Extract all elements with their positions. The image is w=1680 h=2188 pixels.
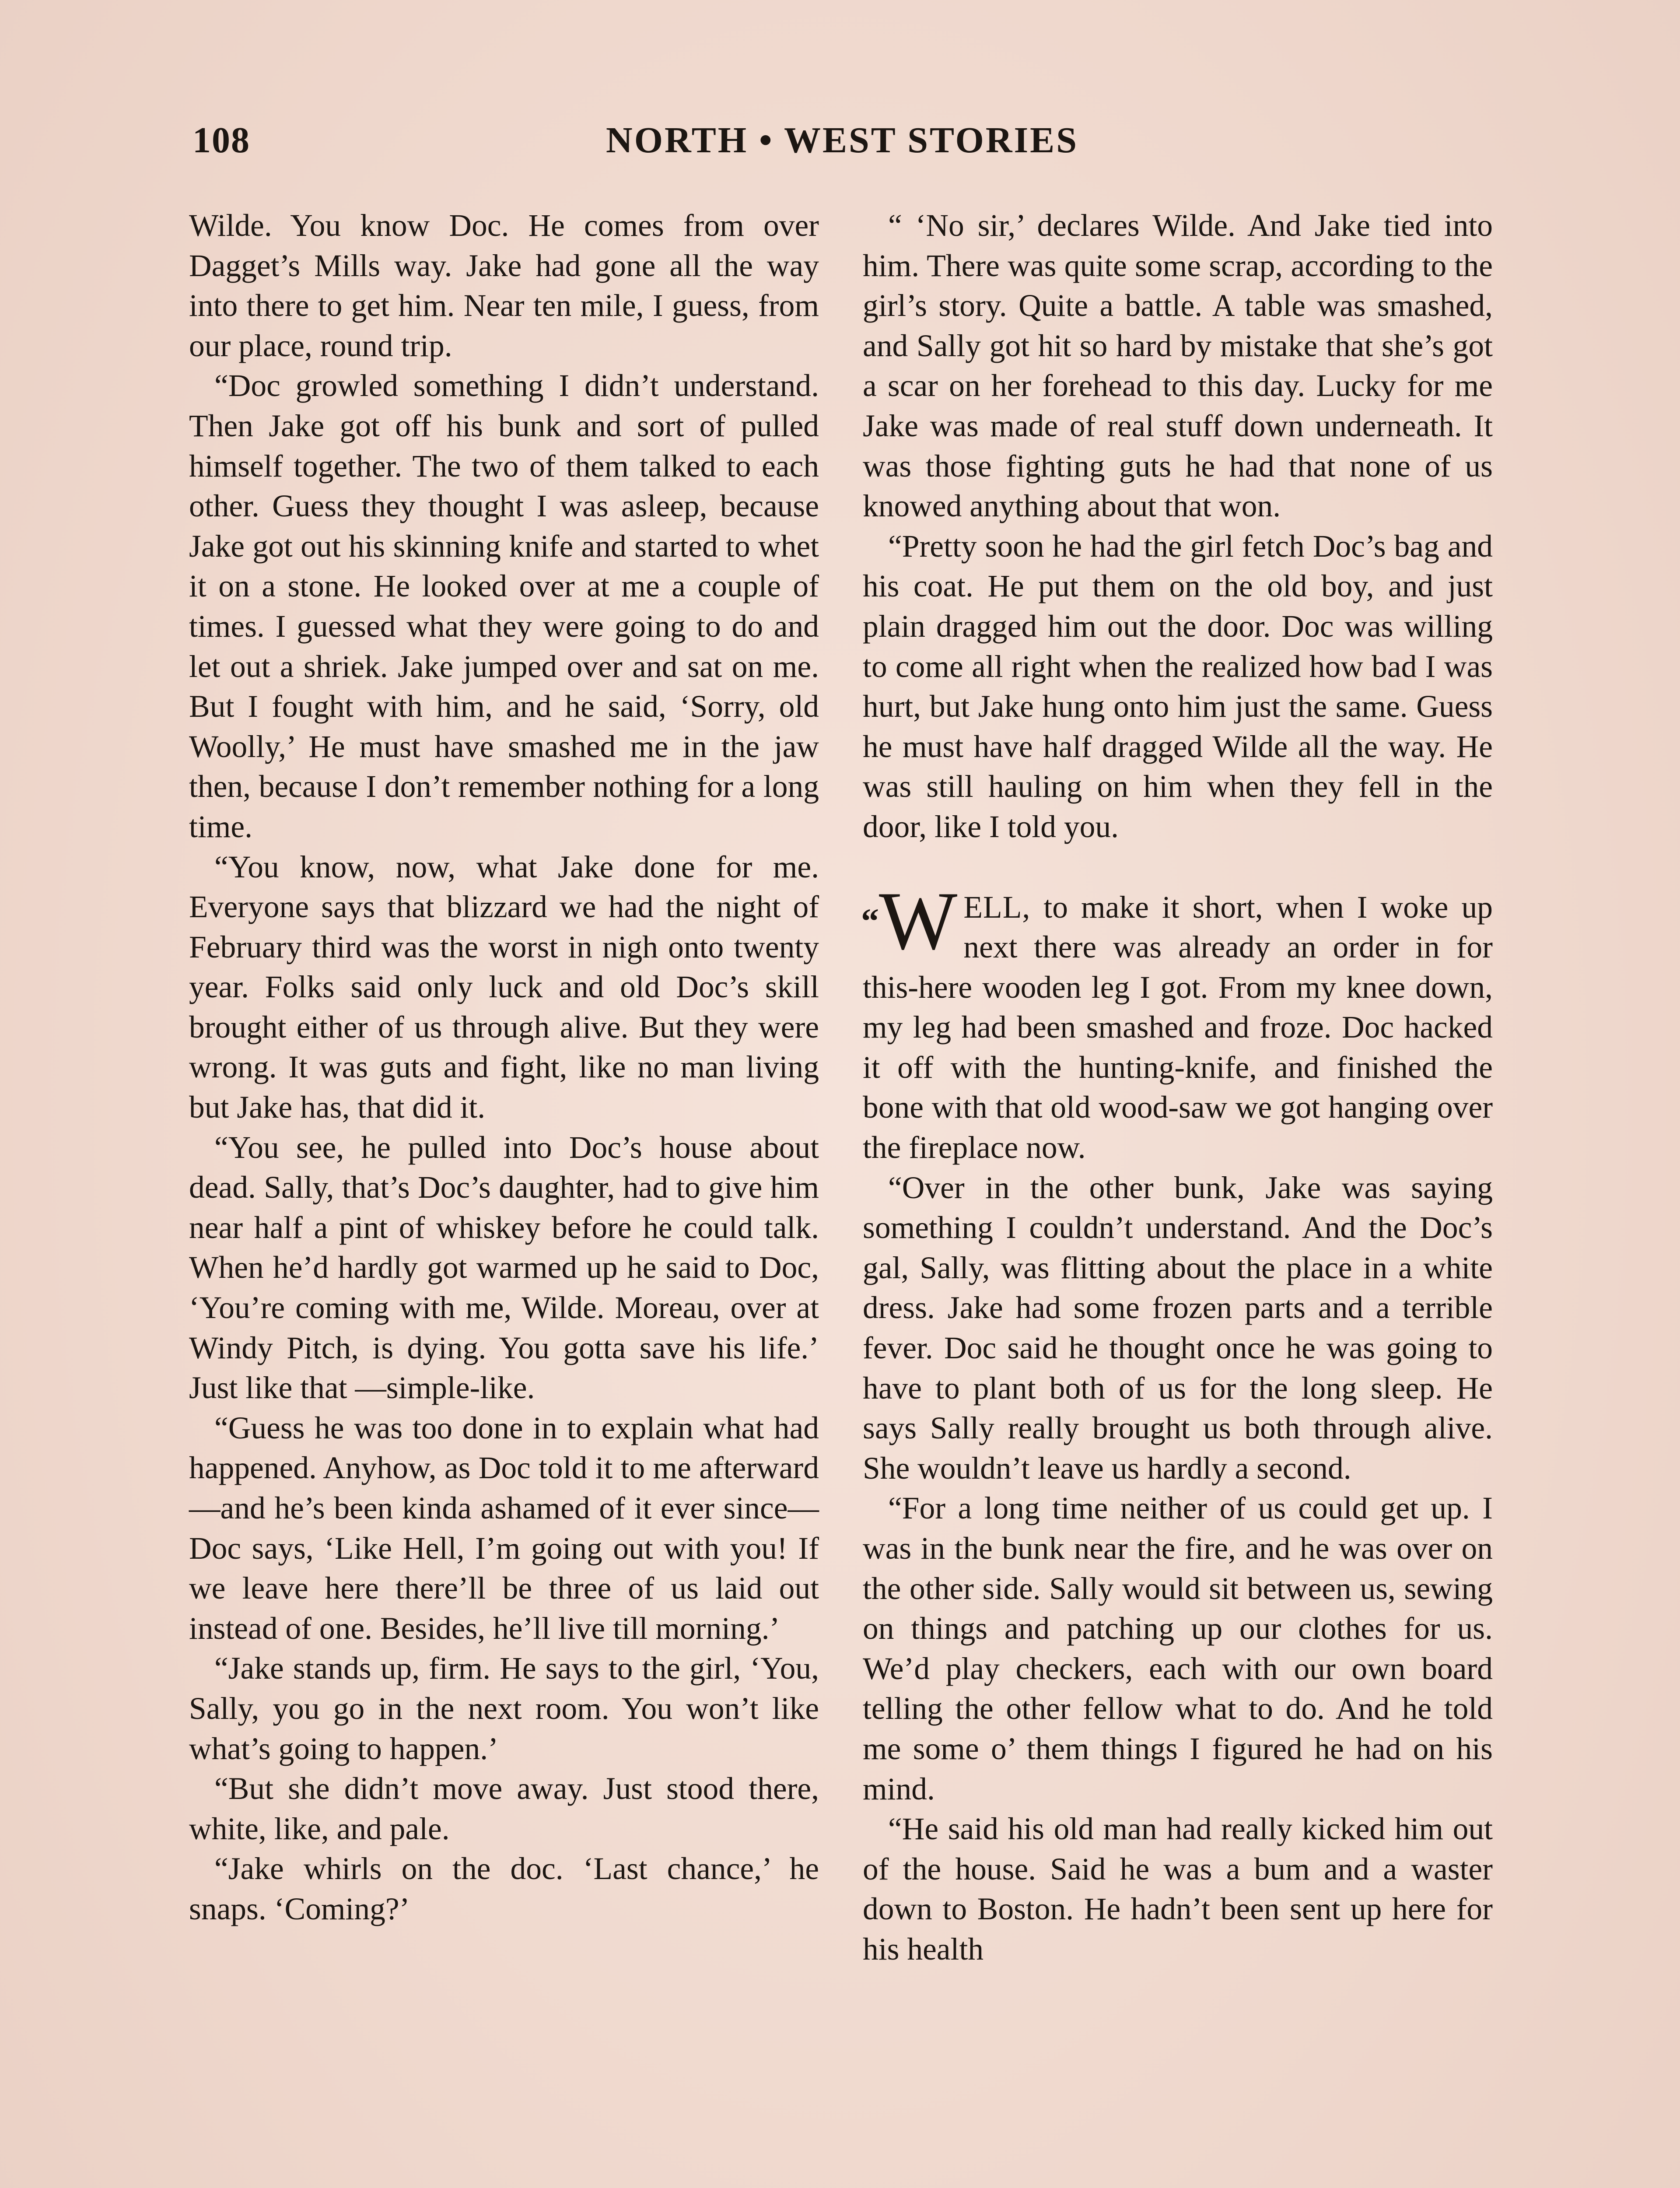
drop-cap-letter: W (879, 875, 958, 967)
drop-cap-lead-word: ELL, (963, 890, 1031, 925)
paragraph: “Pretty soon he had the girl fetch Doc’s bag and his coat. He put them on the old boy, and just plain dragged him out the door. Doc was willing to come all right when the realized how bad I was hurt, but Jake hung onto him just the same. Guess he must have half dragged Wilde all the way. He was still hauling on him when they fell in the door, like I told you. (863, 529, 1493, 844)
drop-cap-quote: “ (861, 901, 879, 941)
right-text-column (863, 206, 1493, 1970)
paragraph: “Jake whirls on the doc. ‘Last chance,’ he snaps. ‘Coming?’ (189, 1851, 819, 1926)
paragraph: “Doc growled something I didn’t understand. Then Jake got off his bunk and sort of pulled himself together. The two of them talked to each other. Guess they thought I was asleep, because Jake got out his skinning knife and started to whet it on a stone. He looked over at me a couple of times. I guessed what they were going to do and let out a shriek. Jake jumped over and sat on me. But I fought with him, and he said, ‘Sorry, old Woolly,’ He must have smashed me in the jaw then, because I don’t remember nothing for a long time. (189, 368, 819, 844)
paragraph-text: to make it short, when I woke up next there was already an order in for this-here wooden leg I got. From my knee down, my leg had been smashed and froze. Doc hacked it off with the hunting-knife, and finished the bone with that old wood-saw we got hanging over the fireplace now. (863, 890, 1493, 1165)
paragraph: “ ‘No sir,’ declares Wilde. And Jake tied into him. There was quite some scrap, according to the girl’s story. Quite a battle. A table was smashed, and Sally got hit so hard by mistake that she’s got a scar on her forehead to this day. Lucky for me Jake was made of real stuff down underneath. It was those fighting guts he had that none of us knowed anything about that won. (863, 208, 1493, 524)
page-header (192, 119, 1492, 172)
paragraph: “You know, now, what Jake done for me. Everyone says that blizzard we had the night of February third was the worst in nigh onto twenty year. Folks said only luck and old Doc’s skill brought either of us through alive. But they were wrong. It was guts and fight, like no man living but Jake has, that did it. (189, 849, 819, 1125)
paragraph: “Jake stands up, firm. He says to the girl, ‘You, Sally, you go in the next room. You won’t like what’s going to happen.’ (189, 1651, 819, 1766)
paragraph: “Over in the other bunk, Jake was saying something I couldn’t understand. And the Doc’s gal, Sally, was flitting about the place in a white dress. Jake had some frozen parts and a terrible fever. Doc said he thought once he was going to have to plant both of us for the long sleep. He says Sally really brought us both through alive. She wouldn’t leave us hardly a second. (863, 1170, 1493, 1486)
left-text-column (189, 206, 819, 1929)
running-title: NORTH • WEST STORIES (606, 120, 1078, 161)
paragraph: “For a long time neither of us could get up. I was in the bunk near the fire, and he was over on the other side. Sally would sit between us, sewing on things and patching up our clothes for us. We’d play checkers, each with our own board telling the other fellow what to do. And he told me some o’ them things I figured he had on his mind. (863, 1491, 1493, 1806)
paragraph: “You see, he pulled into Doc’s house about dead. Sally, that’s Doc’s daughter, had to give him near half a pint of whiskey before he could talk. When he’d hardly got warmed up he said to Doc, ‘You’re coming with me, Wilde. Moreau, over at Windy Pitch, is dying. You gotta save his life.’ Just like that —simple-like. (189, 1130, 819, 1406)
page-number: 108 (192, 120, 250, 161)
drop-cap (861, 875, 958, 967)
paragraph: “He said his old man had really kicked him out of the house. Said he was a bum and a waster down to Boston. He hadn’t been sent up here for his health (863, 1812, 1493, 1967)
paragraph: Wilde. You know Doc. He comes from over Dagget’s Mills way. Jake had gone all the way into there to get him. Near ten mile, I guess, from our place, round trip. (189, 208, 819, 363)
paragraph: “But she didn’t move away. Just stood there, white, like, and pale. (189, 1771, 819, 1846)
section-opening-paragraph (861, 875, 1493, 1168)
paragraph: “Guess he was too done in to explain what had happened. Anyhow, as Doc told it to me afterward—and he’s been kinda ashamed of it ever since—Doc says, ‘Like Hell, I’m going out with you! If we leave here there’ll be three of us laid out instead of one. Besides, he’ll live till morning.’ (189, 1410, 819, 1646)
